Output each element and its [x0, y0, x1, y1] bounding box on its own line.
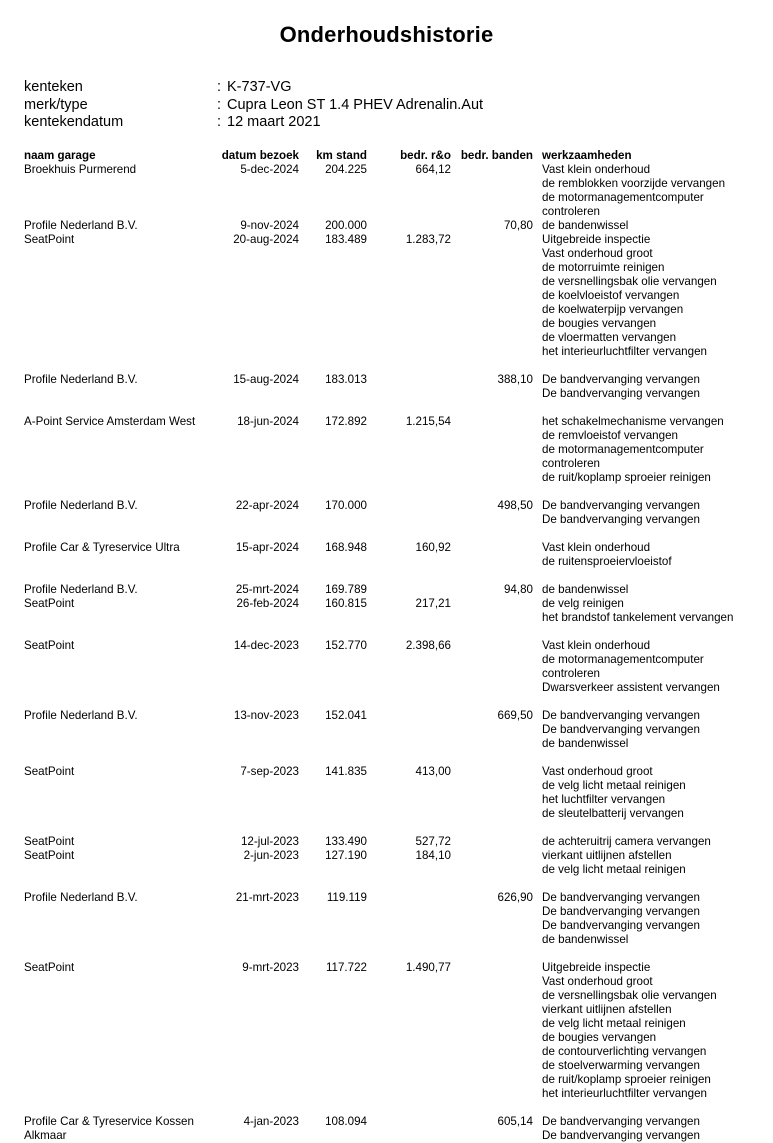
table-row-continuation-line: [24, 653, 764, 667]
table-row-continuation-line: [24, 737, 764, 751]
cell-date: 18-jun-2024: [237, 415, 299, 428]
info-row-kentekendatum: [24, 114, 483, 132]
cell-date: 25-mrt-2024: [235, 583, 299, 596]
cell-work-item: het brandstof tankelement vervangen: [542, 611, 734, 624]
header-date: datum bezoek: [221, 149, 299, 162]
cell-work-item: de koelvloeistof vervangen: [542, 289, 680, 302]
cell-work-item: de velg licht metaal reinigen: [542, 863, 686, 876]
cell-work-item: Uitgebreide inspectie: [542, 961, 651, 974]
row-spacer: [24, 751, 764, 765]
table-row-continuation-line: [24, 989, 764, 1003]
header-band: bedr. banden: [460, 149, 533, 162]
table-row-continuation-line: [24, 793, 764, 807]
cell-work-item: het interieurluchtfilter vervangen: [542, 345, 707, 358]
cell-date: 15-aug-2024: [233, 373, 299, 386]
cell-garage: A-Point Service Amsterdam West: [24, 415, 196, 428]
table-row: [24, 891, 764, 947]
cell-work-item: controleren: [542, 667, 601, 680]
cell-km: 127.190: [325, 849, 367, 862]
cell-ro: 664,12: [415, 163, 451, 176]
cell-work-item: de bandenwissel: [542, 583, 629, 596]
cell-garage: SeatPoint: [24, 233, 75, 246]
cell-work-item: de ruit/koplamp sproeier reinigen: [542, 471, 711, 484]
cell-work-item: Vast klein onderhoud: [542, 639, 651, 652]
cell-work-item: de motormanagementcomputer: [542, 191, 704, 204]
cell-work-item: het schakelmechanisme vervangen: [542, 415, 724, 428]
cell-garage: Profile Nederland B.V.: [24, 373, 138, 386]
table-row-continuation-line: [24, 905, 764, 919]
table-row-continuation-line: [24, 933, 764, 947]
cell-work-item: de versnellingsbak olie vervangen: [542, 275, 717, 288]
table-row-continuation-line: [24, 331, 764, 345]
cell-work-item: de koelwaterpijp vervangen: [542, 303, 684, 316]
cell-date: 14-dec-2023: [233, 639, 299, 652]
cell-km: 141.835: [325, 765, 367, 778]
cell-date: 21-mrt-2023: [235, 891, 299, 904]
cell-work-item: controleren: [542, 457, 601, 470]
table-row-continuation-line: [24, 177, 764, 191]
cell-work-item: het luchtfilter vervangen: [542, 793, 666, 806]
table-row-continuation-line: [24, 919, 764, 933]
cell-ro: 184,10: [415, 849, 451, 862]
table-row-continuation-line: [24, 387, 764, 401]
table-row-continuation-line: [24, 1073, 764, 1087]
cell-ro: 160,92: [415, 541, 451, 554]
table-row: [24, 849, 764, 877]
row-spacer: [24, 359, 764, 373]
table-row: [24, 219, 764, 233]
row-spacer: [24, 1101, 764, 1115]
cell-work-item: vierkant uitlijnen afstellen: [542, 849, 672, 862]
cell-date: 12-jul-2023: [240, 835, 299, 848]
table-row-continuation-line: [24, 275, 764, 289]
cell-work-item: de stoelverwarming vervangen: [542, 1059, 700, 1072]
cell-date: 20-aug-2024: [233, 233, 299, 246]
cell-work-item: Dwarsverkeer assistent vervangen: [542, 681, 720, 694]
table-row-continuation-line: [24, 1017, 764, 1031]
maintenance-table: [24, 149, 764, 1143]
cell-garage: SeatPoint: [24, 849, 75, 862]
cell-work-item: De bandvervanging vervangen: [542, 919, 700, 932]
cell-work-item: Vast onderhoud groot: [542, 247, 653, 260]
table-row-main-line: [24, 541, 764, 555]
table-row: [24, 597, 764, 625]
cell-km: 133.490: [325, 835, 367, 848]
cell-ro: 217,21: [415, 597, 451, 610]
cell-ro: 527,72: [415, 835, 451, 848]
table-row-main-line: [24, 163, 764, 177]
cell-garage: Profile Nederland B.V.: [24, 219, 138, 232]
info-label: kentekendatum: [24, 114, 124, 130]
cell-band: 388,10: [497, 373, 533, 386]
table-row-main-line: [24, 961, 764, 975]
cell-work-item: de motorruimte reinigen: [542, 261, 665, 274]
info-label: kenteken: [24, 79, 83, 95]
table-row-continuation-line: [24, 317, 764, 331]
cell-work-item: De bandvervanging vervangen: [542, 905, 700, 918]
cell-work-item: de versnellingsbak olie vervangen: [542, 989, 717, 1002]
cell-work-item: de motormanagementcomputer: [542, 653, 704, 666]
table-row-continuation-line: [24, 1059, 764, 1073]
cell-date: 9-nov-2024: [240, 219, 299, 232]
cell-ro: 2.398,66: [405, 639, 451, 652]
cell-work-item: de motormanagementcomputer: [542, 443, 704, 456]
cell-km: 204.225: [325, 163, 367, 176]
cell-work-item: Uitgebreide inspectie: [542, 233, 651, 246]
cell-work-item: De bandvervanging vervangen: [542, 891, 700, 904]
info-value: Cupra Leon ST 1.4 PHEV Adrenalin.Aut: [227, 96, 484, 113]
table-row-main-line: [24, 1115, 764, 1129]
cell-km: 200.000: [325, 219, 367, 232]
row-spacer: [24, 569, 764, 583]
cell-band: 94,80: [503, 583, 533, 596]
table-row-main-line: [24, 891, 764, 905]
row-spacer: [24, 821, 764, 835]
cell-date: 13-nov-2023: [233, 709, 299, 722]
info-row-kenteken: [24, 79, 483, 97]
cell-work-item: controleren: [542, 205, 601, 218]
cell-work-item: Vast klein onderhoud: [542, 541, 651, 554]
cell-garage: SeatPoint: [24, 597, 75, 610]
table-row-main-line: [24, 415, 764, 429]
table-row: [24, 639, 764, 695]
table-row-main-line: [24, 849, 764, 863]
cell-km: 169.789: [325, 583, 367, 596]
table-row-continuation-line: [24, 303, 764, 317]
table-row: [24, 499, 764, 527]
table-row-continuation-line: [24, 863, 764, 877]
table-row-continuation-line: [24, 191, 764, 205]
cell-garage: Broekhuis Purmerend: [24, 163, 137, 176]
cell-date: 15-apr-2024: [235, 541, 299, 554]
table-row-continuation-line: [24, 807, 764, 821]
info-separator: :: [217, 79, 222, 95]
table-row-continuation-line: [24, 247, 764, 261]
cell-garage: Profile Nederland B.V.: [24, 709, 138, 722]
cell-date: 2-jun-2023: [243, 849, 299, 862]
cell-km: 119.119: [326, 891, 367, 904]
table-row-main-line: [24, 233, 764, 247]
cell-ro: 1.215,54: [405, 415, 451, 428]
table-row-continuation-line: [24, 205, 764, 219]
table-row: [24, 709, 764, 751]
cell-km: 172.892: [325, 415, 367, 428]
cell-ro: 1.283,72: [405, 233, 451, 246]
info-value: K-737-VG: [227, 79, 292, 95]
cell-work-item: de bandenwissel: [542, 737, 629, 750]
cell-work-item: de bandenwissel: [542, 933, 629, 946]
info-value: 12 maart 2021: [227, 114, 321, 130]
cell-work-item: de ruitensproeiervloeistof: [542, 555, 672, 568]
table-row-main-line: [24, 765, 764, 779]
table-row-continuation-line: [24, 681, 764, 695]
cell-km: 152.041: [325, 709, 367, 722]
cell-band: 626,90: [497, 891, 533, 904]
cell-km: 152.770: [325, 639, 367, 652]
cell-date: 7-sep-2023: [240, 765, 299, 778]
cell-date: 26-feb-2024: [236, 597, 299, 610]
cell-band: 669,50: [497, 709, 533, 722]
cell-date: 5-dec-2024: [240, 163, 299, 176]
cell-garage: Profile Nederland B.V.: [24, 583, 138, 596]
table-row-continuation-line: [24, 429, 764, 443]
cell-work-item: de bandenwissel: [542, 219, 629, 232]
info-row-merk-type: [24, 97, 483, 115]
header-garage: naam garage: [24, 149, 96, 162]
cell-work-item: de ruit/koplamp sproeier reinigen: [542, 1073, 711, 1086]
page-title: Onderhoudshistorie: [279, 22, 494, 47]
table-row-continuation-line: [24, 723, 764, 737]
cell-work-item: De bandvervanging vervangen: [542, 1129, 700, 1142]
table-row-continuation-line: [24, 1087, 764, 1101]
cell-work-item: het interieurluchtfilter vervangen: [542, 1087, 707, 1100]
table-row: [24, 233, 764, 359]
cell-date: 22-apr-2024: [235, 499, 299, 512]
table-row-main-line: [24, 219, 764, 233]
cell-km: 108.094: [325, 1115, 367, 1128]
cell-km: 183.489: [325, 233, 367, 246]
cell-km: 168.948: [325, 541, 367, 554]
cell-band: 70,80: [503, 219, 533, 232]
table-row-continuation-line: [24, 611, 764, 625]
row-spacer: [24, 877, 764, 891]
header-km: km stand: [316, 149, 367, 162]
table-row-continuation-line: [24, 555, 764, 569]
table-row: [24, 961, 764, 1101]
table-row-main-line: [24, 709, 764, 723]
table-row-continuation-line: [24, 975, 764, 989]
table-row-continuation-line: [24, 779, 764, 793]
header-ro: bedr. r&o: [400, 149, 451, 162]
table-row-continuation-line: [24, 667, 764, 681]
table-row-continuation-line: [24, 345, 764, 359]
row-spacer: [24, 695, 764, 709]
cell-work-item: De bandvervanging vervangen: [542, 499, 700, 512]
cell-band: 605,14: [497, 1115, 533, 1128]
table-row: [24, 765, 764, 821]
cell-date: 4-jan-2023: [243, 1115, 299, 1128]
cell-work-item: de velg licht metaal reinigen: [542, 779, 686, 792]
cell-km: 183.013: [325, 373, 367, 386]
table-row: [24, 373, 764, 401]
table-row: [24, 541, 764, 569]
table-row-continuation-line: [24, 1003, 764, 1017]
cell-garage: SeatPoint: [24, 765, 75, 778]
row-spacer: [24, 947, 764, 961]
table-row-main-line: [24, 597, 764, 611]
cell-garage: SeatPoint: [24, 835, 75, 848]
table-row-continuation-line: [24, 1129, 764, 1143]
cell-date: 9-mrt-2023: [242, 961, 299, 974]
cell-garage: Profile Nederland B.V.: [24, 891, 138, 904]
row-spacer: [24, 401, 764, 415]
table-row: [24, 163, 764, 219]
table-row-continuation-line: [24, 443, 764, 457]
cell-garage: SeatPoint: [24, 639, 75, 652]
cell-garage: Profile Car & Tyreservice Kossen: [24, 1115, 194, 1128]
cell-work-item: Vast klein onderhoud: [542, 163, 651, 176]
cell-km: 170.000: [325, 499, 367, 512]
cell-garage: Alkmaar: [24, 1129, 67, 1142]
cell-work-item: De bandvervanging vervangen: [542, 387, 700, 400]
header-work: werkzaamheden: [542, 149, 632, 162]
cell-band: 498,50: [497, 499, 533, 512]
table-row-continuation-line: [24, 471, 764, 485]
cell-km: 160.815: [325, 597, 367, 610]
cell-work-item: de remvloeistof vervangen: [542, 429, 678, 442]
table-row: [24, 415, 764, 485]
cell-work-item: De bandvervanging vervangen: [542, 709, 700, 722]
row-spacer: [24, 485, 764, 499]
cell-garage: SeatPoint: [24, 961, 75, 974]
table-row: [24, 1115, 764, 1143]
cell-work-item: De bandvervanging vervangen: [542, 513, 700, 526]
cell-work-item: de achteruitrij camera vervangen: [542, 835, 711, 848]
table-row-continuation-line: [24, 289, 764, 303]
cell-work-item: de vloermatten vervangen: [542, 331, 677, 344]
cell-work-item: Vast onderhoud groot: [542, 765, 653, 778]
cell-garage: Profile Nederland B.V.: [24, 499, 138, 512]
cell-work-item: De bandvervanging vervangen: [542, 723, 700, 736]
cell-work-item: de velg licht metaal reinigen: [542, 1017, 686, 1030]
cell-ro: 413,00: [415, 765, 451, 778]
cell-km: 117.722: [325, 961, 367, 974]
table-row: [24, 835, 764, 849]
cell-work-item: De bandvervanging vervangen: [542, 373, 700, 386]
cell-work-item: de bougies vervangen: [542, 317, 657, 330]
cell-work-item: de bougies vervangen: [542, 1031, 657, 1044]
cell-garage: Profile Car & Tyreservice Ultra: [24, 541, 180, 554]
info-separator: :: [217, 96, 222, 113]
cell-work-item: de contourverlichting vervangen: [542, 1045, 707, 1058]
table-row-continuation-line: [24, 261, 764, 275]
cell-ro: 1.490,77: [405, 961, 451, 974]
cell-work-item: de remblokken voorzijde vervangen: [542, 177, 726, 190]
table-row-main-line: [24, 835, 764, 849]
cell-work-item: vierkant uitlijnen afstellen: [542, 1003, 672, 1016]
table-row-main-line: [24, 583, 764, 597]
table-row-main-line: [24, 373, 764, 387]
table-row: [24, 583, 764, 597]
vehicle-info: [24, 79, 483, 132]
table-row-continuation-line: [24, 1031, 764, 1045]
info-separator: :: [217, 114, 222, 130]
cell-work-item: Vast onderhoud groot: [542, 975, 653, 988]
cell-work-item: De bandvervanging vervangen: [542, 1115, 700, 1128]
table-row-continuation-line: [24, 1045, 764, 1059]
info-label: merk/type: [24, 96, 88, 113]
table-row-continuation-line: [24, 457, 764, 471]
row-spacer: [24, 527, 764, 541]
table-row-continuation-line: [24, 513, 764, 527]
cell-work-item: de velg reinigen: [542, 597, 624, 610]
row-spacer: [24, 625, 764, 639]
table-row-main-line: [24, 639, 764, 653]
table-header: [24, 149, 764, 163]
table-row-main-line: [24, 499, 764, 513]
cell-work-item: de sleutelbatterij vervangen: [542, 807, 684, 820]
